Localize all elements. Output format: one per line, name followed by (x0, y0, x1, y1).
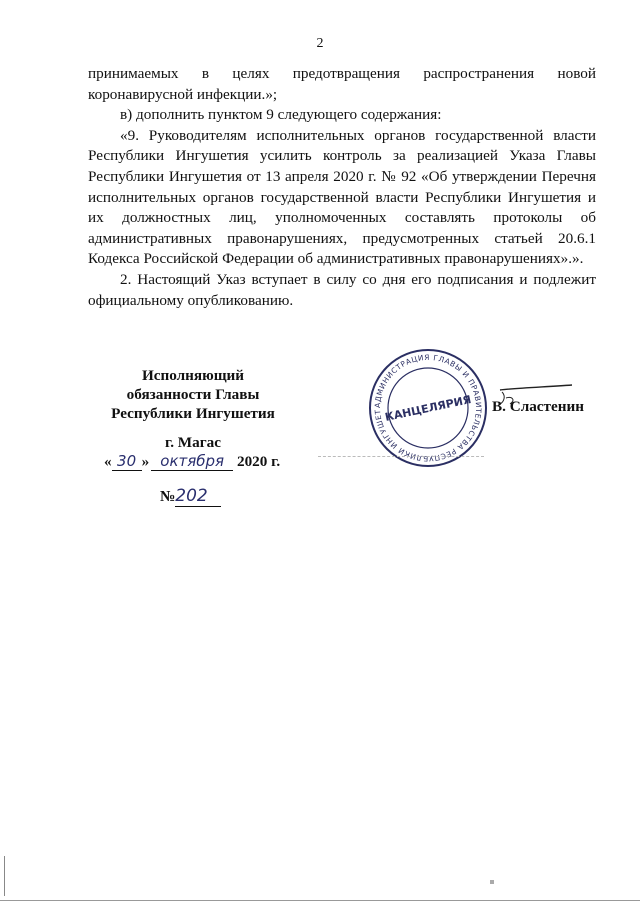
scan-edge-mark (4, 856, 5, 896)
signatory-title (98, 366, 288, 423)
date-open-quote: « (104, 453, 112, 470)
number-sign: № (160, 488, 176, 505)
signing-date (104, 452, 280, 471)
document-body (88, 64, 596, 311)
paragraph-point-9: «9. Руководителям исполнительных органов государственной власти Республики Ингушетия усилить контроль за реализацией Указа Главы Республики Ингушетия от 13 апреля 2020 г. № 92 «Об утверждении Перечня исполнительных органов государственной власти Республики Ингушетия и их должностных лиц, уполномоченных составлять протоколы об административных правонарушениях, предусмотренных статьей 20.6.1 Кодекса Российской Федерации об административных правонарушениях».». (88, 126, 596, 268)
signatory-title-line2: обязанности Главы (126, 386, 260, 403)
signing-place: г. Магас (165, 434, 221, 451)
signer-name: В. Сластенин (492, 398, 585, 415)
stamp-seal-icon (366, 346, 490, 470)
paragraph-amendment-intro: в) дополнить пунктом 9 следующего содержания: (120, 106, 442, 124)
date-day: 30 (112, 452, 142, 471)
stamp-center-text: КАНЦЕЛЯРИЯ (383, 393, 473, 424)
number-value: 202 (175, 486, 221, 507)
bottom-scan-edge (0, 900, 640, 901)
paragraph-entry-into-force: 2. Настоящий Указ вступает в силу со дня его подписания и подлежит официальному опубликованию. (88, 270, 596, 309)
signatory-title-line1: Исполняющий (141, 367, 245, 384)
date-year: 2020 г. (236, 453, 281, 470)
date-month: октября (151, 452, 233, 471)
signatory-title-line3: Республики Ингушетия (111, 405, 275, 422)
faint-dashed-line (318, 456, 484, 457)
page-number: 2 (316, 36, 324, 51)
stamp-ring-text: АДМИНИСТРАЦИЯ ГЛАВЫ И ПРАВИТЕЛЬСТВА РЕСПУБЛИКИ ИНГУШЕТ (372, 352, 484, 464)
paragraph-continuation: принимаемых в целях предотвращения распространения новой коронавирусной инфекции.»; (88, 65, 596, 103)
decree-number (160, 486, 221, 507)
date-close-quote: » (141, 453, 150, 470)
scan-dot-mark (490, 880, 494, 884)
